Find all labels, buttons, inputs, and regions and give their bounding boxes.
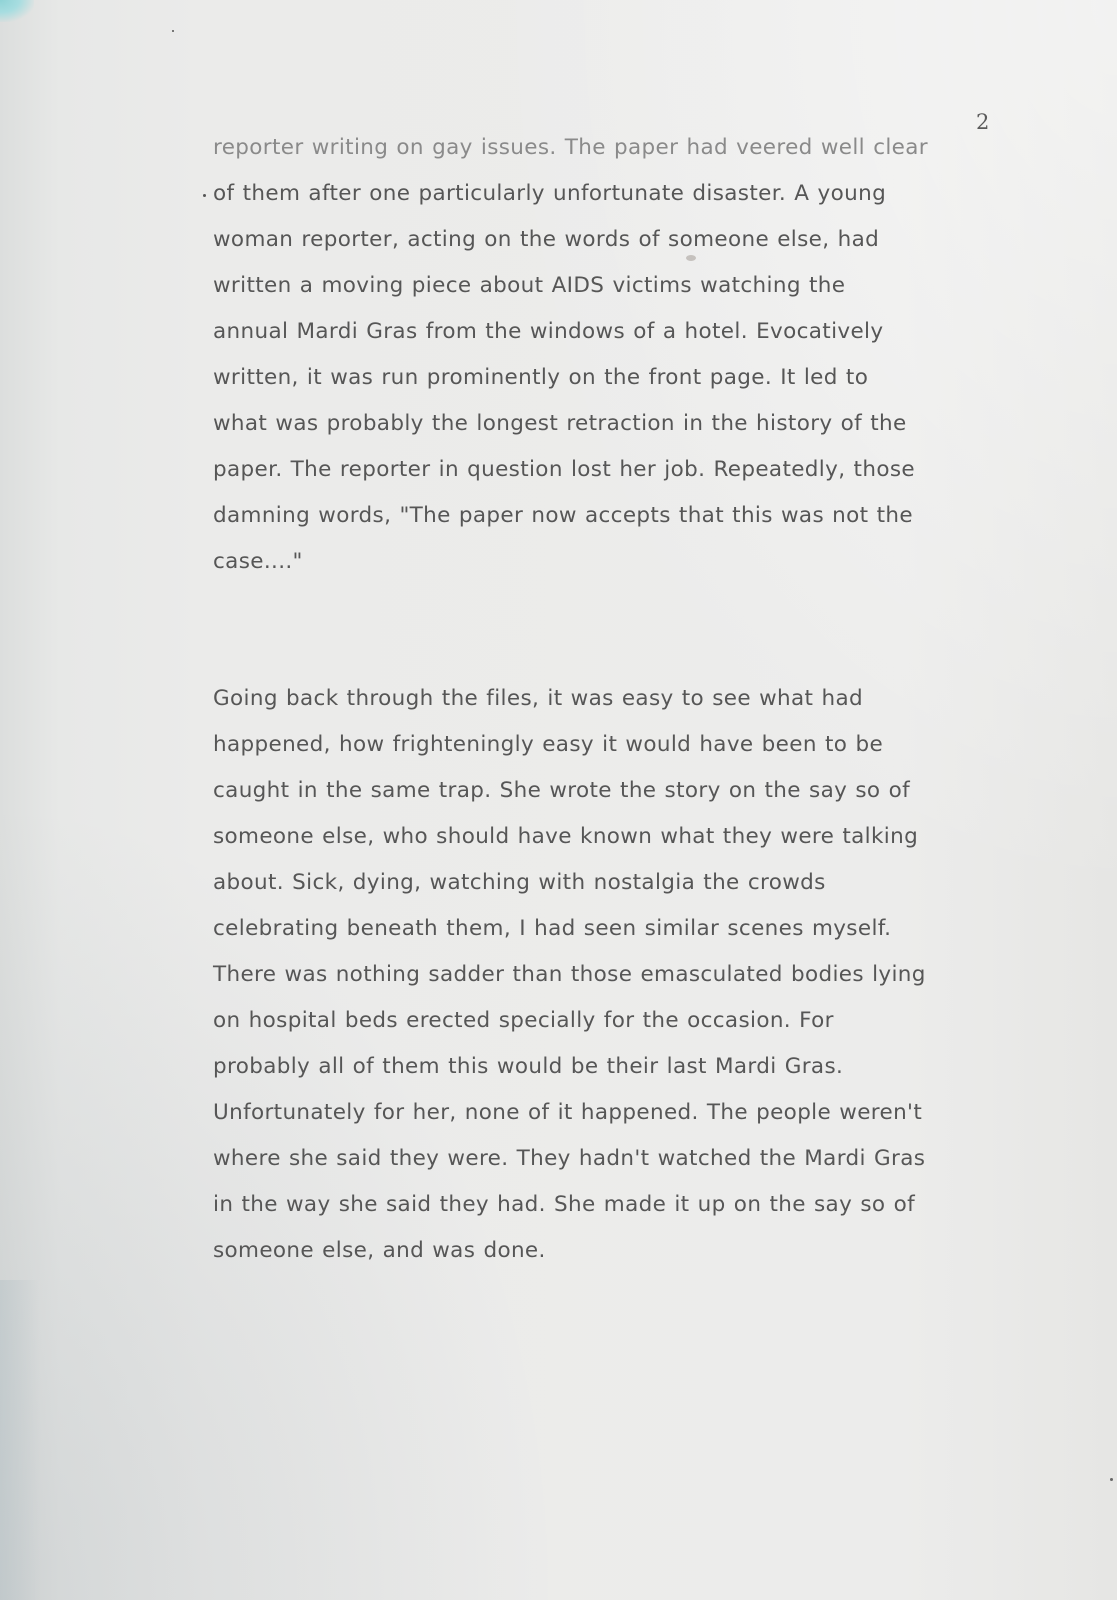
corner-stain xyxy=(0,0,34,22)
scan-shadow xyxy=(0,1280,40,1600)
text-line: paper. The reporter in question lost her job. Repeatedly, those xyxy=(213,457,915,482)
text-line: There was nothing sadder than those emasculated bodies lying xyxy=(213,962,926,987)
text-line: what was probably the longest retraction in the history of the xyxy=(213,411,907,436)
text-line: Going back through the files, it was easy to see what had xyxy=(213,686,864,711)
pencil-mark xyxy=(203,194,206,197)
text-line: woman reporter, acting on the words of someone else, had xyxy=(213,227,880,252)
text-line: on hospital beds erected specially for the occasion. For xyxy=(213,1008,834,1033)
text-line: of them after one particularly unfortunate disaster. A young xyxy=(213,181,887,206)
text-line: annual Mardi Gras from the windows of a hotel. Evocatively xyxy=(213,319,884,344)
text-line: caught in the same trap. She wrote the story on the say so of xyxy=(213,778,911,803)
page-number: 2 xyxy=(976,110,990,134)
text-line: in the way she said they had. She made it up on the say so of xyxy=(213,1192,915,1217)
text-line: celebrating beneath them, I had seen similar scenes myself. xyxy=(213,916,892,941)
text-line: about. Sick, dying, watching with nostalgia the crowds xyxy=(213,870,826,895)
text-line: happened, how frighteningly easy it would have been to be xyxy=(213,732,884,757)
paper-speck xyxy=(172,30,174,32)
text-line: where she said they were. They hadn't watched the Mardi Gras xyxy=(213,1146,926,1171)
text-line: damning words, "The paper now accepts that this was not the xyxy=(213,503,913,528)
paragraph-2 xyxy=(213,676,1003,1274)
text-line: someone else, who should have known what they were talking xyxy=(213,824,919,849)
paragraph-1 xyxy=(213,125,1003,585)
text-line: written a moving piece about AIDS victims watching the xyxy=(213,273,846,298)
text-line: Unfortunately for her, none of it happened. The people weren't xyxy=(213,1100,923,1125)
paper-speck xyxy=(1110,1478,1113,1481)
text-line: someone else, and was done. xyxy=(213,1238,546,1263)
text-line: reporter writing on gay issues. The paper had veered well clear xyxy=(213,135,928,160)
text-line: case...." xyxy=(213,549,303,574)
text-line: written, it was run prominently on the front page. It led to xyxy=(213,365,869,390)
text-line: probably all of them this would be their last Mardi Gras. xyxy=(213,1054,844,1079)
